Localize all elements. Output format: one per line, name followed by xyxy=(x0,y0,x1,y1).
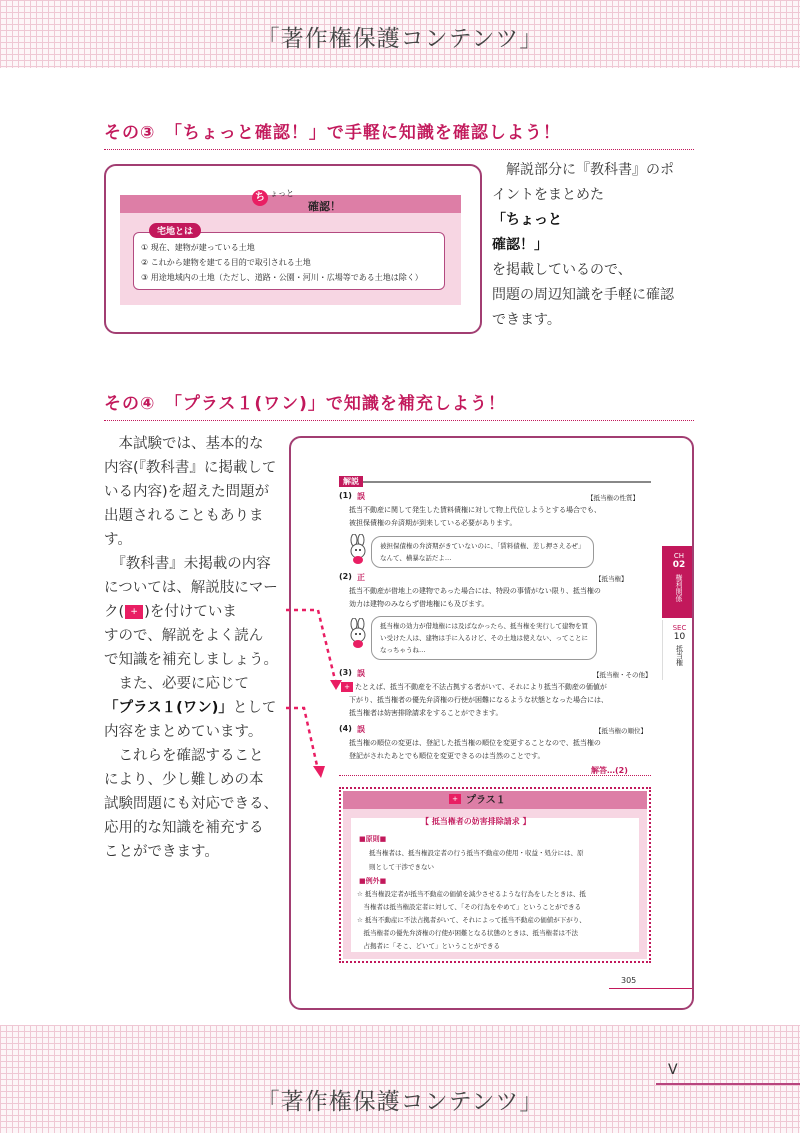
answer-label: 解答…(2) xyxy=(591,766,628,775)
q4-mark: 誤 xyxy=(357,725,365,734)
kaisetsu-tag: 解説 xyxy=(339,476,363,487)
section3-heading: その③ 「ちょっと確認！」で手軽に知識を確認しよう！ xyxy=(104,123,561,143)
kaisetsu-rule xyxy=(339,481,651,483)
confirm-logo-small: ょっと xyxy=(270,189,294,198)
q3-line: 抵当権者は妨害排除請求をすることができます。 xyxy=(349,709,503,717)
plus-flag-icon: + xyxy=(341,682,353,692)
q1-tag: 【抵当権の性質】 xyxy=(587,494,639,502)
plus-flag-icon: + xyxy=(125,605,143,619)
q4-tag: 【抵当権の順位】 xyxy=(595,727,647,735)
desc-line: 内容をまとめています。 xyxy=(104,724,263,740)
desc-line: これらを確認すること xyxy=(104,748,264,764)
q1-mark: 誤 xyxy=(357,492,365,501)
section-tab: SEC 10 抵当権 xyxy=(662,620,694,680)
plus-rule-line: 抵当権者は、抵当権設定者の行う抵当不動産の使用・収益・処分には、原 xyxy=(369,849,584,857)
rabbit-icon xyxy=(347,534,369,564)
plus-rule-label: ■原則■ xyxy=(359,835,387,843)
desc-line: により、少し難しめの本 xyxy=(104,772,264,788)
confirm-item: ① 現在、建物が建っている土地 xyxy=(141,243,255,252)
q3-number: (3) xyxy=(339,668,352,677)
bottom-grid-band xyxy=(0,1025,800,1133)
q3-line: たとえば、抵当不動産を不法占拠する者がいて、それにより抵当不動産の価値が xyxy=(355,683,607,691)
book-page-rule xyxy=(609,988,694,989)
q2-number: (2) xyxy=(339,572,352,581)
q2-line: 抵当不動産が借地上の建物であった場合には、特段の事情がない限り、抵当権の xyxy=(349,587,601,595)
desc-line: できます。 xyxy=(492,312,561,328)
desc-line: で知識を補充しましょう。 xyxy=(104,652,278,668)
plus-one-title: プラス１ xyxy=(466,795,506,806)
desc-line: 問題の周辺知識を手軽に確認 xyxy=(492,287,674,303)
watermark-bottom: 「著作権保護コンテンツ」 xyxy=(256,1089,544,1115)
desc-line: 試験問題にも対応できる、 xyxy=(104,796,278,812)
confirm-tag: 宅地とは xyxy=(149,223,201,238)
book-page-sample xyxy=(289,436,694,1010)
tip-bubble: 被担保債権の弁済期がきていないのに、「賃料債権、差し押さえるぜ」 なんて、横暴な話だよ… xyxy=(371,536,594,568)
plus-exception-line: 当権者は抵当権設定者に対して、「その行為をやめて」ということができる xyxy=(357,903,582,911)
desc-line: いる内容)を超えた問題が xyxy=(104,484,270,500)
confirm-item: ② これから建物を建てる目的で取引される土地 xyxy=(141,258,311,267)
desc-line: すので、解説をよく読ん xyxy=(104,628,264,644)
q3-mark: 誤 xyxy=(357,669,365,678)
q1-line: 被担保債権の弁済期が到来している必要があります。 xyxy=(349,519,517,527)
answer-rule xyxy=(339,775,651,776)
section4-rule xyxy=(104,420,694,421)
q3-line: 下がり、抵当権者の優先弁済権の行使が困難になるような状態となった場合には、 xyxy=(349,696,608,704)
section3-rule xyxy=(104,149,694,150)
plus-exception-line: ☆ 抵当権設定者が抵当不動産の価値を減少させるような行為をしたときは、抵 xyxy=(357,890,586,898)
desc-line: ことができます。 xyxy=(104,844,219,860)
rabbit-icon xyxy=(347,618,369,648)
book-page-number: 305 xyxy=(621,976,637,985)
page-number-rule xyxy=(656,1083,800,1085)
section4-description xyxy=(104,432,286,864)
q1-line: 抵当不動産に関して発生した賃料債権に対して物上代位しようとする場合でも、 xyxy=(349,506,601,514)
plus-exception-line: 占拠者に「そこ、どいて」ということができる xyxy=(357,942,500,950)
q4-line: 登記がされたあとでも順位を変更できるのは当然のことです。 xyxy=(349,752,545,760)
desc-line: イントをまとめた 「ちょっと xyxy=(492,187,604,228)
desc-line: 本試験では、基本的な xyxy=(104,436,264,452)
q2-line: 効力は建物のみならず借地権にも及びます。 xyxy=(349,600,489,608)
tip-bubble: 抵当権の効力が借地権には及ばなかったら、抵当権を実行して建物を買 い受けた人は、建物は手に入るけど、その土地は使えない、ってことに なっちゃうね… xyxy=(371,616,597,660)
q2-mark: 正 xyxy=(357,573,365,582)
plus-exception-line: ☆ 抵当不動産に不法占拠者がいて、それによって抵当不動産の価値が下がり、 xyxy=(357,916,586,924)
desc-line: す。 xyxy=(104,532,132,548)
plus-exception-label: ■例外■ xyxy=(359,877,387,885)
desc-line: 出題されることもありま xyxy=(104,508,264,524)
desc-line: 「プラス１(ワン)」として xyxy=(104,700,277,716)
watermark-top: 「著作権保護コンテンツ」 xyxy=(256,26,544,52)
desc-line: 解説部分に『教科書』のポ xyxy=(492,162,674,178)
confirm-item: ③ 用途地域内の土地（ただし、道路・公園・河川・広場等である土地は除く） xyxy=(141,273,423,282)
desc-line: また、必要に応じて xyxy=(104,676,249,692)
plus-flag-icon: + xyxy=(449,794,461,804)
section4-heading: その④ 「プラス１(ワン)」で知識を補充しよう！ xyxy=(104,394,506,414)
section3-description xyxy=(492,158,697,333)
q4-number: (4) xyxy=(339,724,352,733)
desc-line: 応用的な知識を補充する xyxy=(104,820,264,836)
page-number-roman: V xyxy=(668,1062,678,1078)
q1-number: (1) xyxy=(339,491,352,500)
plus-rule-line: 則として干渉できない xyxy=(369,863,434,871)
plus-exception-line: 抵当権者の優先弁済権の行使が困難となる状態のときは、抵当権者は不法 xyxy=(357,929,578,937)
q2-tag: 【抵当権】 xyxy=(595,575,628,583)
desc-line: については、解説肢にマー xyxy=(104,580,278,596)
desc-line: 確認！」 を掲載しているので、 xyxy=(492,237,632,278)
q4-line: 抵当権の順位の変更は、登記した抵当権の順位を変更することなので、抵当権の xyxy=(349,739,601,747)
desc-line: 『教科書』未掲載の内容 xyxy=(104,556,271,572)
q3-tag: 【抵当権・その他】 xyxy=(593,671,652,679)
confirm-logo-icon: ち xyxy=(252,190,268,206)
chapter-tab: CH 02 権利関係 xyxy=(662,546,694,618)
desc-line: 内容(『教科書』に掲載して xyxy=(104,460,277,476)
confirm-title: 確認！ xyxy=(308,200,341,213)
plus-one-subtitle: 【 抵当権者の妨害排除請求 】 xyxy=(421,817,531,826)
desc-line: ク( + )を付けていま xyxy=(104,604,237,620)
